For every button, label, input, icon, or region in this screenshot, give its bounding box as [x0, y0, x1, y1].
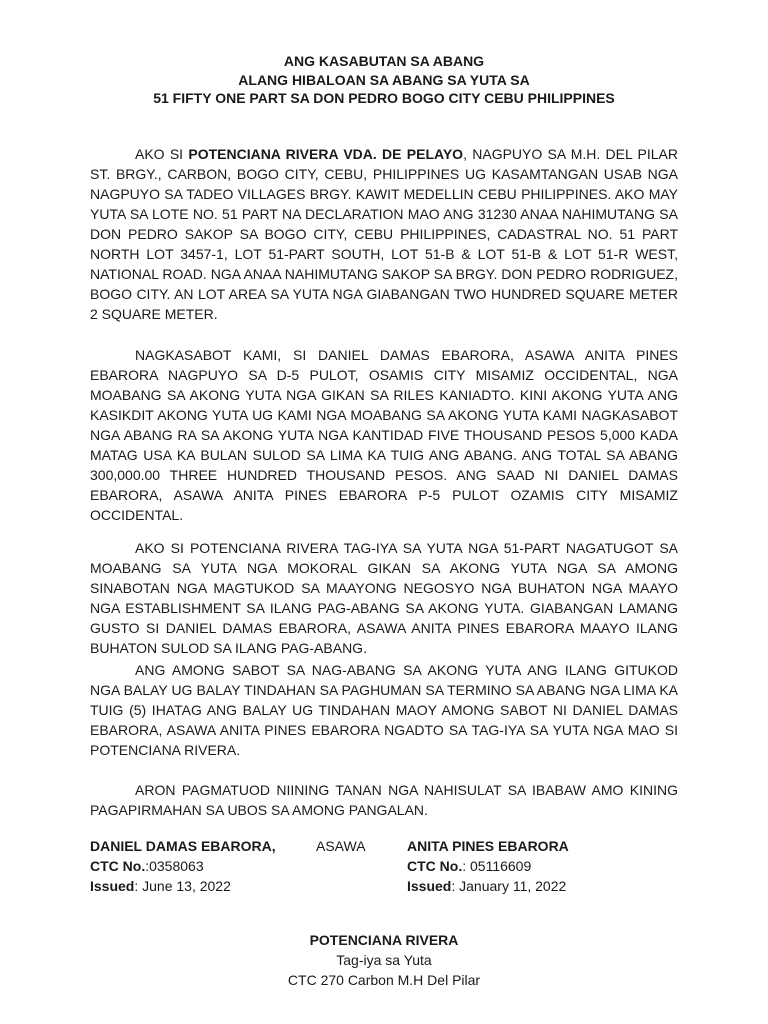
spouse-label: ASAWA: [316, 838, 366, 854]
signatory-spouse: [407, 836, 569, 896]
title-line-2: ALANG HIBALOAN SA ABANG SA YUTA SA: [238, 71, 530, 88]
spouse-issued-value: : January 11, 2022: [451, 878, 567, 894]
document-title: [0, 52, 768, 108]
title-line-3: 51 FIFTY ONE PART SA DON PEDRO BOGO CITY CEBU PHILIPPINES: [153, 90, 615, 106]
lessee-issued-value: : June 13, 2022: [134, 878, 231, 894]
lessee-issued-label: Issued: [90, 878, 135, 894]
title-line-1: ANG KASABUTAN SA ABANG: [283, 53, 485, 69]
spouse-name: ANITA PINES EBARORA: [407, 838, 569, 854]
p1-owner-name: POTENCIANA RIVERA VDA. DE PELAYO: [188, 146, 464, 162]
spouse-ctc-label: CTC No.: [407, 858, 463, 874]
lessee-ctc-value: :0358063: [145, 858, 204, 874]
lessee-name: DANIEL DAMAS EBARORA: [90, 838, 272, 854]
owner-ctc: CTC 270 Carbon M.H Del Pilar: [287, 972, 481, 988]
paragraph-lease-agreement: NAGKASABOT KAMI, SI DANIEL DAMAS EBARORA, ASAWA ANITA PINES EBARORA NAGPUYO SA D-5 PULOT, OSAMIS CITY MISAMIZ OCCIDENTAL, NGA MOABANG SA AKONG YUTA NGA GIKAN SA RILES KANIADTO. KINI AKONG YUTA ANG KASIKDIT AKONG YUTA UG KAMI NGA MOABANG SA AKONG YUTA KAMI NAGKASABOT NGA ABANG RA SA AKONG YUTA NGA KANTIDAD FIVE THOUSAND PESOS 5,000 KADA MATAG USA KA BULAN SULOD SA LIMA KA TUIG ANG ABANG. ANG TOTAL SA ABANG 300,000.00 THREE HUNDRED THOUSAND PESOS. ANG SAAD NI DANIEL DAMAS EBARORA, ASAWA ANITA PINES EBARORA P-5 PULOT OZAMIS CITY MISAMIZ OCCIDENTAL.: [90, 347, 678, 523]
paragraph-lease-terms: ANG AMONG SABOT SA NAG-ABANG SA AKONG YUTA ANG ILANG GITUKOD NGA BALAY UG BALAY TINDAHAN SA PAGHUMAN SA TERMINO SA ABANG NGA LIMA KA TUIG (5) IHATAG ANG BALAY UG TINDAHAN MAOY AMONG SABOT NI DANIEL DAMAS EBARORA, ASAWA ANITA PINES EBARORA NGADTO SA TAG-IYA SA YUTA NGA MAO SI POTENCIANA RIVERA.: [90, 662, 678, 758]
p1-rest: , NAGPUYO SA M.H. DEL PILAR ST. BRGY., CARBON, BOGO CITY, CEBU, PHILIPPINES UG KASAMTANGAN USAB NGA NAGPUYO SA TADEO VILLAGES BRGY. KAWIT MEDELLIN CEBU PHILIPPINES. AKO MAY YUTA SA LOTE NO. 51 PART NA DECLARATION MAO ANG 31230 ANAA NAHIMUTANG SA DON PEDRO SAKOP SA BOGO CITY, CEBU PHILIPPINES, CADASTRAL NO. 51 PART NORTH LOT 3457-1, LOT 51-PART SOUTH, LOT 51-B & LOT 51-B & LOT 51-R WEST, NATIONAL ROAD. NGA ANAA NAHIMUTANG SAKOP SA BRGY. DON PEDRO RODRIGUEZ, BOGO CITY. AN LOT AREA SA YUTA NGA GIABANGAN TWO HUNDRED SQUARE METER 2 SQUARE METER.: [90, 146, 679, 322]
signatory-owner: [0, 930, 768, 990]
paragraph-owner-declaration: [90, 144, 678, 324]
spouse-issued-label: Issued: [407, 878, 452, 894]
paragraph-owner-consent: AKO SI POTENCIANA RIVERA TAG-IYA SA YUTA NGA 51-PART NAGATUGOT SA MOABANG SA YUTA NGA MOKORAL GIKAN SA AKONG YUTA NGA SA AMONG SINABOTAN NGA MAGTUKOD SA MAAYONG NEGOSYO NGA BUHATON NGA MAAYO NGA ESTABLISHMENT SA ILANG PAG-ABANG SA AKONG YUTA. GIABANGAN LAMANG GUSTO SI DANIEL DAMAS EBARORA, ASAWA ANITA PINES EBARORA MAAYO ILANG BUHATON SULOD SA ILANG PAG-ABANG.: [90, 540, 678, 656]
owner-name: POTENCIANA RIVERA: [309, 932, 459, 948]
lessee-name-suffix: ,: [271, 838, 276, 854]
spouse-ctc-value: : 05116609: [462, 858, 532, 874]
owner-role: Tag-iya sa Yuta: [336, 952, 432, 968]
lessee-ctc-label: CTC No.: [90, 858, 146, 874]
signatory-lessee: [90, 836, 276, 896]
p1-lead: AKO SI: [135, 146, 189, 162]
paragraph-attestation: ARON PAGMATUOD NIINING TANAN NGA NAHISULAT SA IBABAW AMO KINING PAGAPIRMAHAN SA UBOS SA AMONG PANGALAN.: [90, 782, 678, 818]
